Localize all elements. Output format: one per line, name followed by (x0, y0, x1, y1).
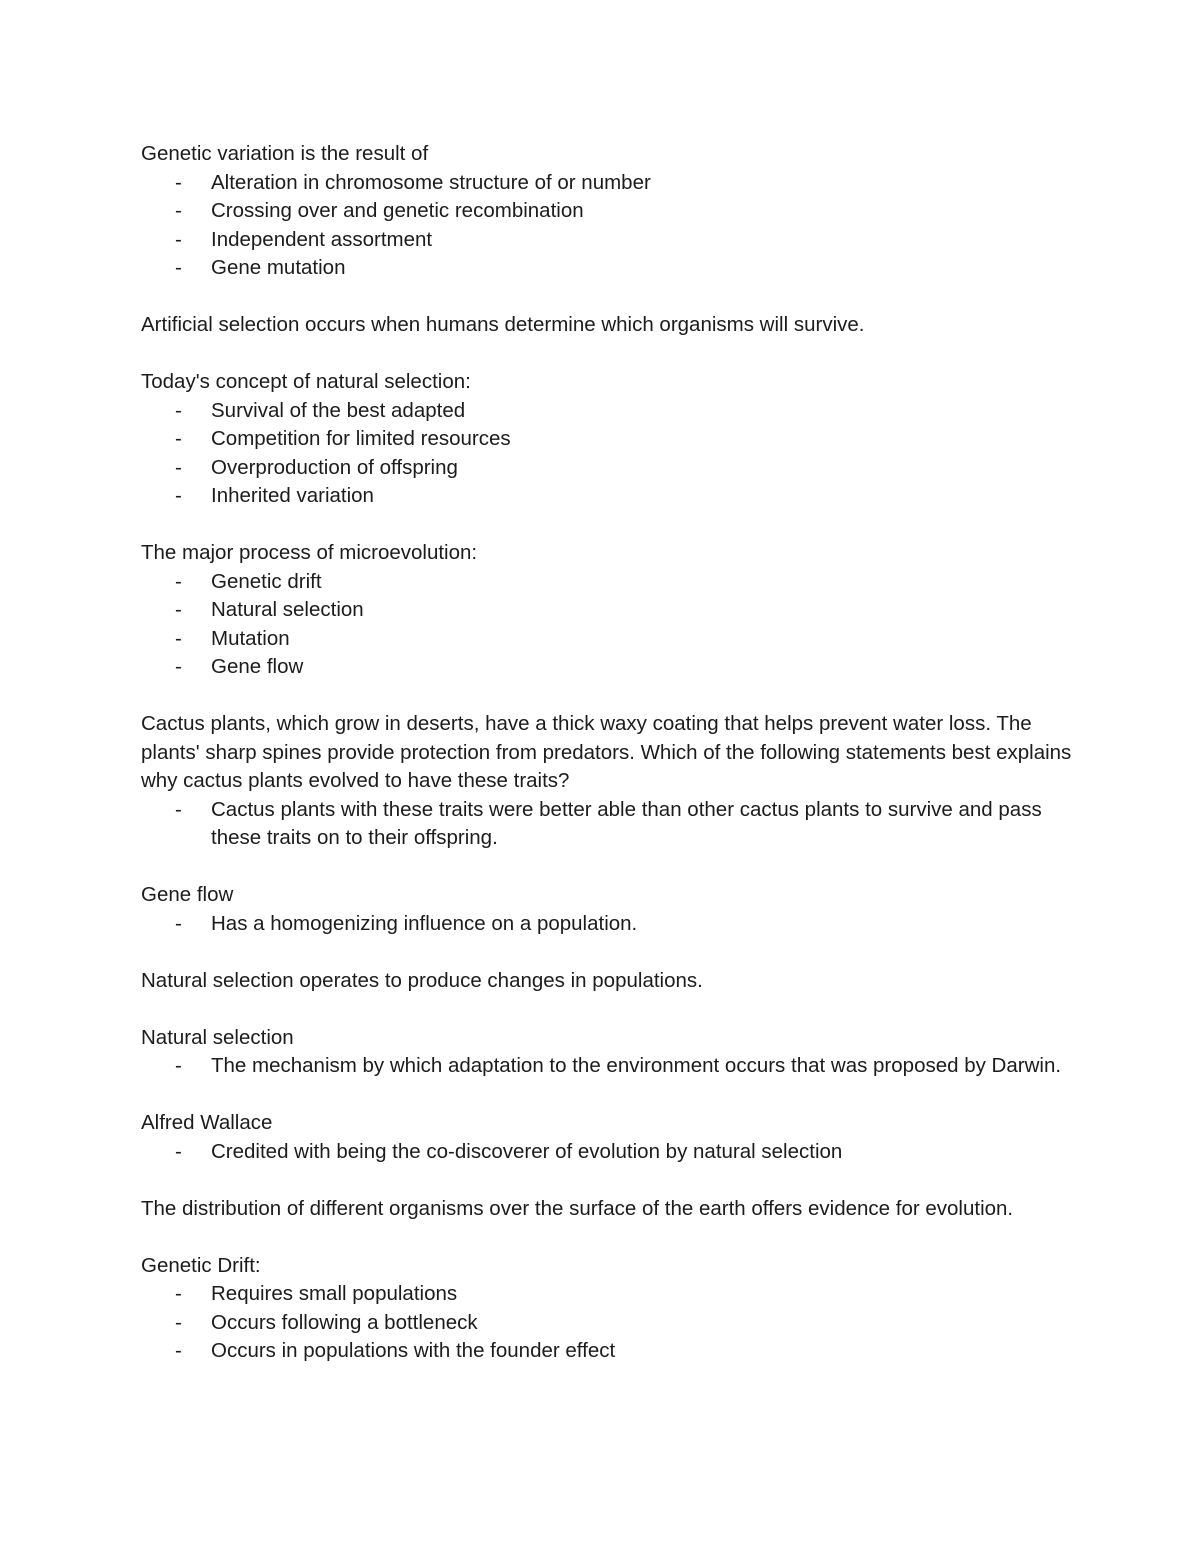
dash-bullet-icon: - (175, 1339, 182, 1362)
dash-bullet-icon: - (175, 398, 182, 422)
section-heading: Genetic variation is the result of (141, 142, 429, 165)
list-item (141, 910, 1081, 939)
list-item (141, 169, 1081, 198)
bullet-list (141, 1138, 1081, 1167)
dash-bullet-icon: - (175, 256, 182, 279)
list-item-text: Occurs in populations with the founder effect (211, 1339, 616, 1362)
list-item-text: Overproduction of offspring (211, 455, 458, 479)
dash-bullet-icon: - (175, 1054, 182, 1077)
list-item-text: Genetic drift (211, 569, 322, 593)
list-item-text: Survival of the best adapted (211, 398, 466, 422)
list-item-text: Gene flow (211, 655, 304, 678)
list-item-text: Competition for limited resources (211, 427, 511, 450)
list-item (141, 568, 1081, 597)
note-section (141, 1252, 1081, 1366)
dash-bullet-icon: - (175, 797, 182, 821)
note-section (141, 1024, 1081, 1081)
list-item (141, 1138, 1081, 1167)
dash-bullet-icon: - (175, 626, 182, 650)
list-item-text: Gene mutation (211, 256, 346, 279)
section-heading: Cactus plants, which grow in deserts, have a thick waxy coating that helps prevent water loss. The plants' sharp spines provide protection from predators. Which of the following statements best explains why cactus plants evolved to have these traits? (141, 712, 1072, 792)
bullet-list (141, 1052, 1081, 1081)
dash-bullet-icon: - (175, 227, 182, 251)
bullet-list (141, 910, 1081, 939)
note-section (141, 539, 1081, 682)
list-item (141, 425, 1081, 454)
list-item-text: Credited with being the co-discoverer of evolution by natural selection (211, 1139, 843, 1163)
note-section (141, 710, 1081, 853)
section-heading: Gene flow (141, 883, 234, 906)
dash-bullet-icon: - (175, 170, 182, 194)
list-item (141, 397, 1081, 426)
dash-bullet-icon: - (175, 455, 182, 479)
dash-bullet-icon: - (175, 655, 182, 678)
bullet-list (141, 796, 1081, 853)
list-item (141, 596, 1081, 625)
list-item (141, 796, 1081, 853)
list-item-text: Occurs following a bottleneck (211, 1310, 478, 1334)
section-heading: Natural selection (141, 1025, 294, 1049)
list-item (141, 197, 1081, 226)
bullet-list (141, 568, 1081, 682)
list-item (141, 1280, 1081, 1309)
list-item (141, 1309, 1081, 1338)
dash-bullet-icon: - (175, 1139, 182, 1163)
note-section (141, 311, 1081, 340)
list-item-text: Crossing over and genetic recombination (211, 199, 584, 222)
list-item-text: Has a homogenizing influence on a population. (211, 911, 638, 935)
list-item-text: Alteration in chromosome structure of or number (211, 170, 651, 194)
note-section (141, 1109, 1081, 1166)
list-item-text: Cactus plants with these traits were better able than other cactus plants to survive and pass these traits on to their offspring. (211, 797, 1042, 849)
dash-bullet-icon: - (175, 598, 182, 621)
dash-bullet-icon: - (175, 484, 182, 507)
dash-bullet-icon: - (175, 911, 182, 935)
section-heading: Artificial selection occurs when humans determine which organisms will survive. (141, 313, 865, 336)
list-item (141, 226, 1081, 255)
list-item-text: Mutation (211, 626, 290, 650)
dash-bullet-icon: - (175, 1282, 182, 1305)
bullet-list (141, 397, 1081, 511)
list-item (141, 1052, 1081, 1081)
list-item-text: Natural selection (211, 598, 364, 621)
list-item-text: The mechanism by which adaptation to the environment occurs that was proposed by Darwin. (211, 1054, 1062, 1077)
list-item-text: Independent assortment (211, 227, 433, 251)
section-heading: The distribution of different organisms over the surface of the earth offers evidence for evolution. (141, 1196, 1014, 1220)
note-section (141, 368, 1081, 511)
section-heading: Genetic Drift: (141, 1253, 261, 1277)
section-heading: Natural selection operates to produce changes in populations. (141, 968, 703, 992)
dash-bullet-icon: - (175, 569, 182, 593)
section-heading: Alfred Wallace (141, 1111, 273, 1134)
dash-bullet-icon: - (175, 427, 182, 450)
document-page (141, 140, 1081, 1394)
dash-bullet-icon: - (175, 199, 182, 222)
note-section (141, 140, 1081, 283)
note-section (141, 1195, 1081, 1224)
section-heading: Today's concept of natural selection: (141, 370, 471, 393)
dash-bullet-icon: - (175, 1310, 182, 1334)
bullet-list (141, 169, 1081, 283)
note-section (141, 881, 1081, 938)
list-item (141, 1337, 1081, 1366)
note-section (141, 967, 1081, 996)
list-item-text: Requires small populations (211, 1282, 458, 1305)
bullet-list (141, 1280, 1081, 1366)
list-item (141, 625, 1081, 654)
list-item (141, 254, 1081, 283)
list-item-text: Inherited variation (211, 484, 374, 507)
section-heading: The major process of microevolution: (141, 541, 478, 564)
list-item (141, 482, 1081, 511)
list-item (141, 653, 1081, 682)
list-item (141, 454, 1081, 483)
